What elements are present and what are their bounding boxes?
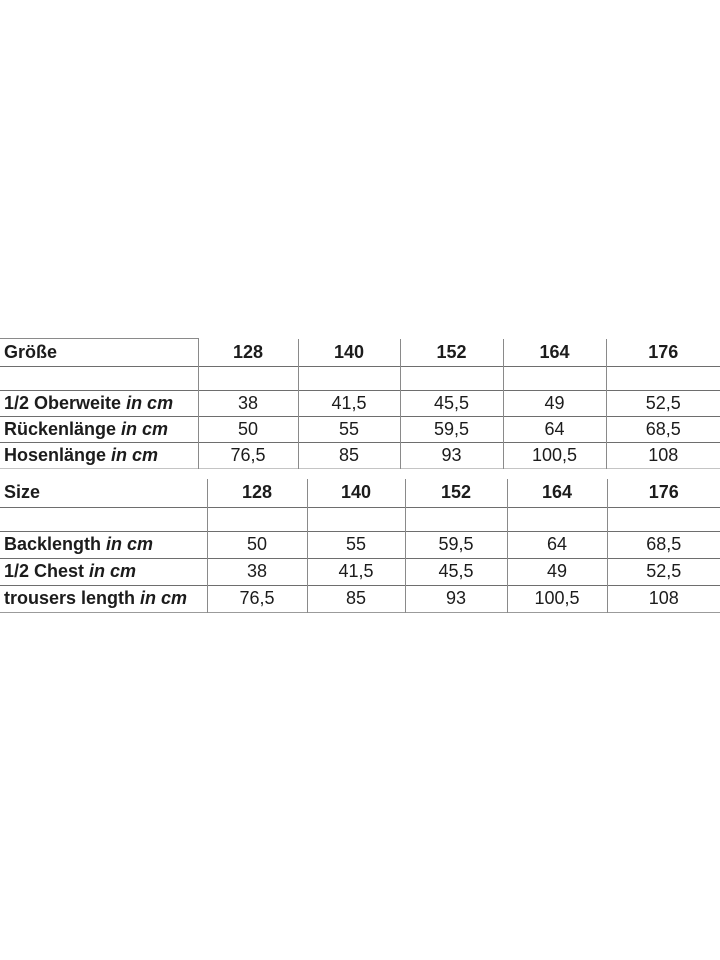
size-column-header: 128	[198, 339, 298, 367]
spacer-cell	[198, 367, 298, 391]
size-header-row	[0, 339, 720, 367]
measurement-value-cell: 85	[298, 443, 400, 469]
spacer-cell	[405, 507, 507, 531]
measurement-value-cell: 55	[307, 531, 405, 558]
measurement-row	[0, 585, 720, 612]
measurement-label-cell	[0, 443, 198, 469]
measurement-row	[0, 558, 720, 585]
measurement-label: 1/2 Oberweite	[4, 393, 122, 414]
spacer-cell	[207, 507, 307, 531]
measurement-value-cell: 76,5	[207, 585, 307, 612]
measurement-value-cell: 52,5	[606, 391, 720, 417]
spacer-cell	[307, 507, 405, 531]
size-column-header: 140	[298, 339, 400, 367]
measurement-label-cell	[0, 417, 198, 443]
measurement-value-cell: 59,5	[405, 531, 507, 558]
measurement-value-cell: 93	[400, 443, 503, 469]
measurement-value-cell: 55	[298, 417, 400, 443]
measurement-unit: in cm	[106, 534, 154, 555]
size-header-label: Size	[4, 482, 41, 503]
measurement-label-cell	[0, 391, 198, 417]
measurement-value-cell: 108	[606, 443, 720, 469]
measurement-label: Backlength	[4, 534, 102, 555]
measurement-value-cell: 52,5	[607, 558, 720, 585]
size-column-header: 128	[207, 479, 307, 507]
measurement-label-cell	[0, 585, 207, 612]
measurement-unit: in cm	[111, 445, 159, 466]
measurement-value-cell: 50	[207, 531, 307, 558]
size-column-header: 140	[307, 479, 405, 507]
measurement-value-cell: 100,5	[503, 443, 606, 469]
size-column-header: 164	[503, 339, 606, 367]
measurement-value-cell: 38	[198, 391, 298, 417]
measurement-label: Rückenlänge	[4, 419, 117, 440]
spacer-cell	[503, 367, 606, 391]
measurement-value-cell: 93	[405, 585, 507, 612]
size-column-header: 152	[400, 339, 503, 367]
size-column-header: 176	[607, 479, 720, 507]
measurement-unit: in cm	[89, 561, 137, 582]
spacer-cell	[400, 367, 503, 391]
measurement-value-cell: 68,5	[607, 531, 720, 558]
measurement-value-cell: 59,5	[400, 417, 503, 443]
measurement-label-cell	[0, 558, 207, 585]
spacer-row	[0, 367, 720, 391]
measurement-label: trousers length	[4, 588, 136, 609]
size-column-header: 164	[507, 479, 607, 507]
measurement-unit: in cm	[140, 588, 188, 609]
measurement-value-cell: 64	[507, 531, 607, 558]
measurement-value-cell: 85	[307, 585, 405, 612]
size-table-german	[0, 338, 720, 469]
size-header-label: Größe	[0, 339, 198, 367]
size-table-english	[0, 479, 720, 613]
spacer-cell	[607, 507, 720, 531]
measurement-value-cell: 41,5	[307, 558, 405, 585]
measurement-row	[0, 443, 720, 469]
measurement-row	[0, 417, 720, 443]
measurement-value-cell: 49	[503, 391, 606, 417]
measurement-value-cell: 41,5	[298, 391, 400, 417]
size-column-header: 152	[405, 479, 507, 507]
spacer-cell	[606, 367, 720, 391]
spacer-cell	[0, 367, 198, 391]
measurement-unit: in cm	[121, 419, 169, 440]
measurement-value-cell: 100,5	[507, 585, 607, 612]
measurement-value-cell: 76,5	[198, 443, 298, 469]
spacer-row	[0, 507, 720, 531]
measurement-value-cell: 64	[503, 417, 606, 443]
measurement-value-cell: 50	[198, 417, 298, 443]
measurement-value-cell: 108	[607, 585, 720, 612]
spacer-cell	[0, 507, 207, 531]
size-column-header: 176	[606, 339, 720, 367]
size-header-row	[0, 479, 720, 507]
measurement-row	[0, 391, 720, 417]
measurement-label: 1/2 Chest	[4, 561, 85, 582]
measurement-label-cell	[0, 531, 207, 558]
measurement-value-cell: 49	[507, 558, 607, 585]
spacer-cell	[298, 367, 400, 391]
spacer-cell	[507, 507, 607, 531]
measurement-value-cell: 68,5	[606, 417, 720, 443]
measurement-value-cell: 45,5	[400, 391, 503, 417]
measurement-unit: in cm	[126, 393, 174, 414]
measurement-value-cell: 45,5	[405, 558, 507, 585]
measurement-label: Hosenlänge	[4, 445, 107, 466]
measurement-value-cell: 38	[207, 558, 307, 585]
measurement-row	[0, 531, 720, 558]
